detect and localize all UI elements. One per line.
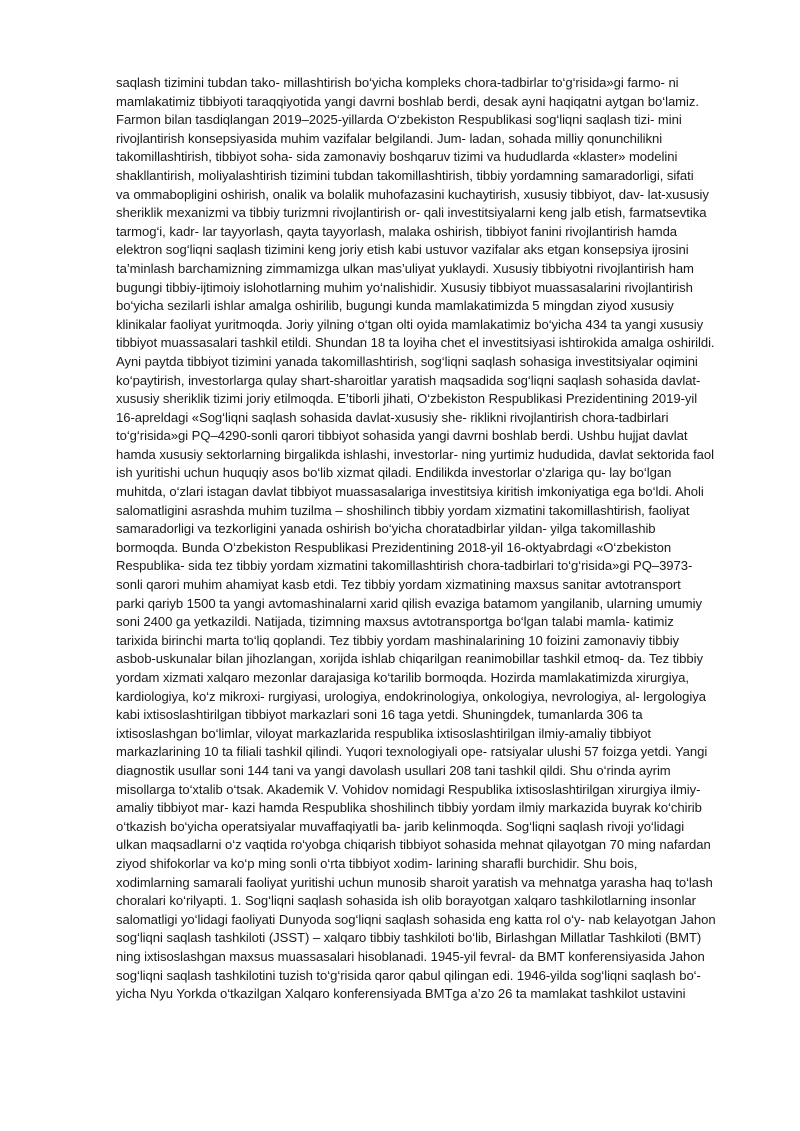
text-line: choralari ko‘rilyapti. 1. Sog‘liqni saqlash sohasida ish olib borayotgan xalqaro tashkilotlarning insonlar — [116, 893, 696, 909]
text-line: to‘g‘risida»gi PQ–4290-sonli qarori tibbiyot sohasida yangi davrni boshlab berdi. Ushbu hujjat davlat — [116, 428, 688, 444]
text-line: salomatligini asrashda muhim tuzilma – shoshilinch tibbiy yordam xizmatini takomillashtirish, faoliyat — [116, 502, 690, 518]
text-line: soni 2400 ga yetkazildi. Natijada, tizimning maxsus avtotransportga bo‘lgan talabi mamla- katimiz — [116, 614, 674, 630]
text-line: shakllantirish, moliyalashtirish tizimini tubdan takomillashtirish, tibbiy yordamning samaradorligi, sifati — [116, 167, 694, 183]
text-line: ixtisoslashgan bo‘limlar, viloyat markazlarida respublika ixtisoslashtirilgan ilmiy-amaliy tibbiyot — [116, 725, 652, 741]
text-line: muhitda, o‘zlari istagan davlat tibbiyot muassasalariga investitsiya kiritish imkoniyatiga ega bo‘ldi. Aholi — [116, 484, 704, 500]
text-line: markazlarining 10 ta filiali tashkil qilindi. Yuqori texnologiyali ope- ratsiyalar ulushi 57 foizga yetdi. Yangi — [116, 744, 708, 760]
text-line: ziyod shifokorlar va ko‘p ming sonli o‘rta tibbiyot xodim- larining sharafli burchidir. Shu bois, — [116, 855, 638, 871]
text-line: amaliy tibbiyot mar- kazi hamda Respublika shoshilinch tibbiy yordam ilmiy markazida buyrak ko‘chirib — [116, 800, 702, 816]
text-line: mamlakatimiz tibbiyoti taraqqiyotida yangi davrni boshlab berdi, desak ayni haqiqatni aytgan bo‘lamiz. — [116, 93, 699, 109]
text-line: takomillashtirish, tibbiyot soha- sida zamonaviy boshqaruv tizimi va hududlarda «klaster» modelini — [116, 149, 678, 165]
text-line: tarixida birinchi marta to‘liq qoplandi. Tez tibbiy yordam mashinalarining 10 foizini zamonaviy tibbiy — [116, 632, 680, 648]
text-line: rivojlantirish konsepsiyasida muhim vazifalar belgilandi. Jum- ladan, sohada milliy qonunchilikni — [116, 130, 663, 146]
text-line: ta’minlash barchamizning zimmamizga ulkan mas’uliyat yuklaydi. Xususiy tibbiyotni rivojlantirish ham — [116, 260, 694, 276]
text-line: misollarga to‘xtalib o‘tsak. Akademik V. Vohidov nomidagi Respublika ixtisoslashtirilgan xirurgiya ilmiy- — [116, 781, 701, 797]
text-line: sonli qarori muhim ahamiyat kasb etdi. Tez tibbiy yordam xizmatining maxsus sanitar avtotransport — [116, 577, 681, 593]
text-line: 16-apreldagi «Sog‘liqni saqlash sohasida davlat-xususiy she- riklikni rivojlantirish chora-tadbirlari — [116, 409, 669, 425]
text-line: ko‘paytirish, investorlarga qulay shart-sharoitlar yaratish maqsadida sog‘liqni saqlash sohasida davlat- — [116, 372, 701, 388]
text-line: Ayni paytda tibbiyot tizimini yanada takomillashtirish, sog‘liqni saqlash sohasiga investitsiyalar oqimini — [116, 353, 698, 369]
text-line: ulkan maqsadlarni o‘z vaqtida ro‘yobga chiqarish tibbiyot sohasida mehnat qilayotgan 70 ming nafardan — [116, 837, 711, 853]
text-line: tarmog‘i, kadr- lar tayyorlash, qayta tayyorlash, malaka oshirish, tibbiyot fanini rivojlantirish hamda — [116, 223, 678, 239]
text-line: Respublika- sida tez tibbiy yordam xizmatini takomillashtirish chora-tadbirlari to‘g‘risida»gi PQ–3973- — [116, 558, 693, 574]
text-line: samaradorligi va tezkorligini yanada oshirish bo‘yicha choratadbirlar yildan- yilga takomillashib — [116, 521, 656, 537]
text-line: kardiologiya, ko‘z mikroxi- rurgiyasi, urologiya, endokrinologiya, onkologiya, nevrologiya, al- lergologiya — [116, 688, 706, 704]
text-line: yicha Nyu Yorkda o‘tkazilgan Xalqaro konferensiyada BMTga a’zo 26 ta mamlakat tashkilot ustavini — [116, 986, 686, 1002]
text-line: sheriklik mexanizmi va tibbiy turizmni rivojlantirish or- qali investitsiyalarni keng jalb etish, farmatsevtika — [116, 205, 707, 221]
text-line: saqlash tizimini tubdan tako- millashtirish bo‘yicha kompleks chora-tadbirlar to‘g‘risida»gi farmo- ni — [116, 75, 679, 90]
text-line: hamda xususiy sektorlarning birgalikda ishlashi, investorlar- ning yurtimiz hududida, davlat sektorida faol — [116, 446, 714, 462]
text-line: o‘tkazish bo‘yicha operatsiyalar muvaffaqiyatli ba- jarib kelinmoqda. Sog‘liqni saqlash rivoji yo‘lidagi — [116, 818, 685, 834]
text-line: va ommabopligini oshirish, onalik va bolalik muhofazasini kuchaytirish, xususiy tibbiyot, dav- lat-xususiy — [116, 186, 709, 202]
text-line: bo‘yicha sezilarli ishlar amalga oshirilib, bugungi kunda mamlakatimizda 5 mingdan ziyod xususiy — [116, 298, 674, 314]
text-line: parki qariyb 1500 ta yangi avtomashinalarni xarid qilish evaziga batamom yangilanib, ularning umumiy — [116, 595, 702, 611]
text-line: salomatligi yo‘lidagi faoliyati Dunyoda sog‘liqni saqlash sohasida eng katta rol o‘y- nab kelayotgan Jahon — [116, 911, 716, 927]
text-line: tibbiyot muassasalari tashkil etildi. Shundan 18 ta loyiha chet el investitsiyasi ishtirokida amalga oshirildi. — [116, 335, 715, 351]
text-line: diagnostik usullar soni 144 tani va yangi davolash usullari 208 tani tashkil qildi. Shu o‘rinda ayrim — [116, 762, 671, 778]
text-line: elektron sog‘liqni saqlash tizimini keng joriy etish kabi ustuvor vazifalar aks etgan konsepsiya ijrosini — [116, 242, 689, 258]
text-line: yordam xizmati xalqaro mezonlar darajasiga ko‘tarilib bormoqda. Hozirda mamlakatimizda xirurgiya, — [116, 670, 689, 685]
text-line: sog‘liqni saqlash tashkiloti (JSST) – xalqaro tibbiy tashkiloti bo‘lib, Birlashgan Millatlar Tashkiloti (BMT) — [116, 930, 702, 946]
text-line: bormoqda. Bunda O‘zbekiston Respublikasi Prezidentining 2018-yil 16-oktyabrdagi «O‘zbekiston — [116, 539, 672, 555]
text-line: bugungi tibbiy-ijtimoiy islohotlarning muhim yo‘nalishidir. Xususiy tibbiyot muassasalarini rivojlantirish — [116, 279, 693, 295]
text-line: xodimlarning samarali faoliyat yuritishi uchun munosib sharoit yaratish va mehnatga yarasha haq to‘lash — [116, 874, 713, 890]
text-line: asbob-uskunalar bilan jihozlangan, xorijda ishlab chiqarilgan reanimobillar tashkil etmoq- da. Tez tibbiy — [116, 651, 703, 667]
text-line: Farmon bilan tasdiqlangan 2019–2025-yillarda O‘zbekiston Respublikasi sog‘liqni saqlash tizi- mini — [116, 112, 682, 128]
text-line: sog‘liqni saqlash tashkilotini tuzish to‘g‘risida qaror qabul qilingan edi. 1946-yilda sog‘liqni saqlash bo‘- — [116, 967, 701, 983]
body-text — [116, 74, 716, 1004]
text-line: kabi ixtisoslashtirilgan tibbiyot markazlari soni 16 taga yetdi. Shuningdek, tumanlarda 306 ta — [116, 707, 643, 723]
text-line: ish yuritishi uchun huquqiy asos bo‘lib xizmat qiladi. Endilikda investorlar o‘zlariga qu- lay bo‘lgan — [116, 465, 672, 481]
text-line: ning ixtisoslashgan maxsus muassasalari hisoblanadi. 1945-yil fevral- da BMT konferensiyasida Jahon — [116, 948, 705, 964]
text-line: klinikalar faoliyat yuritmoqda. Joriy yilning o‘tgan olti oyida mamlakatimiz bo‘yicha 434 ta yangi xususiy — [116, 316, 704, 332]
text-line: xususiy sheriklik tizimi joriy etilmoqda. E’tiborli jihati, O‘zbekiston Respublikasi Prezidentining 2019-yil — [116, 391, 698, 407]
